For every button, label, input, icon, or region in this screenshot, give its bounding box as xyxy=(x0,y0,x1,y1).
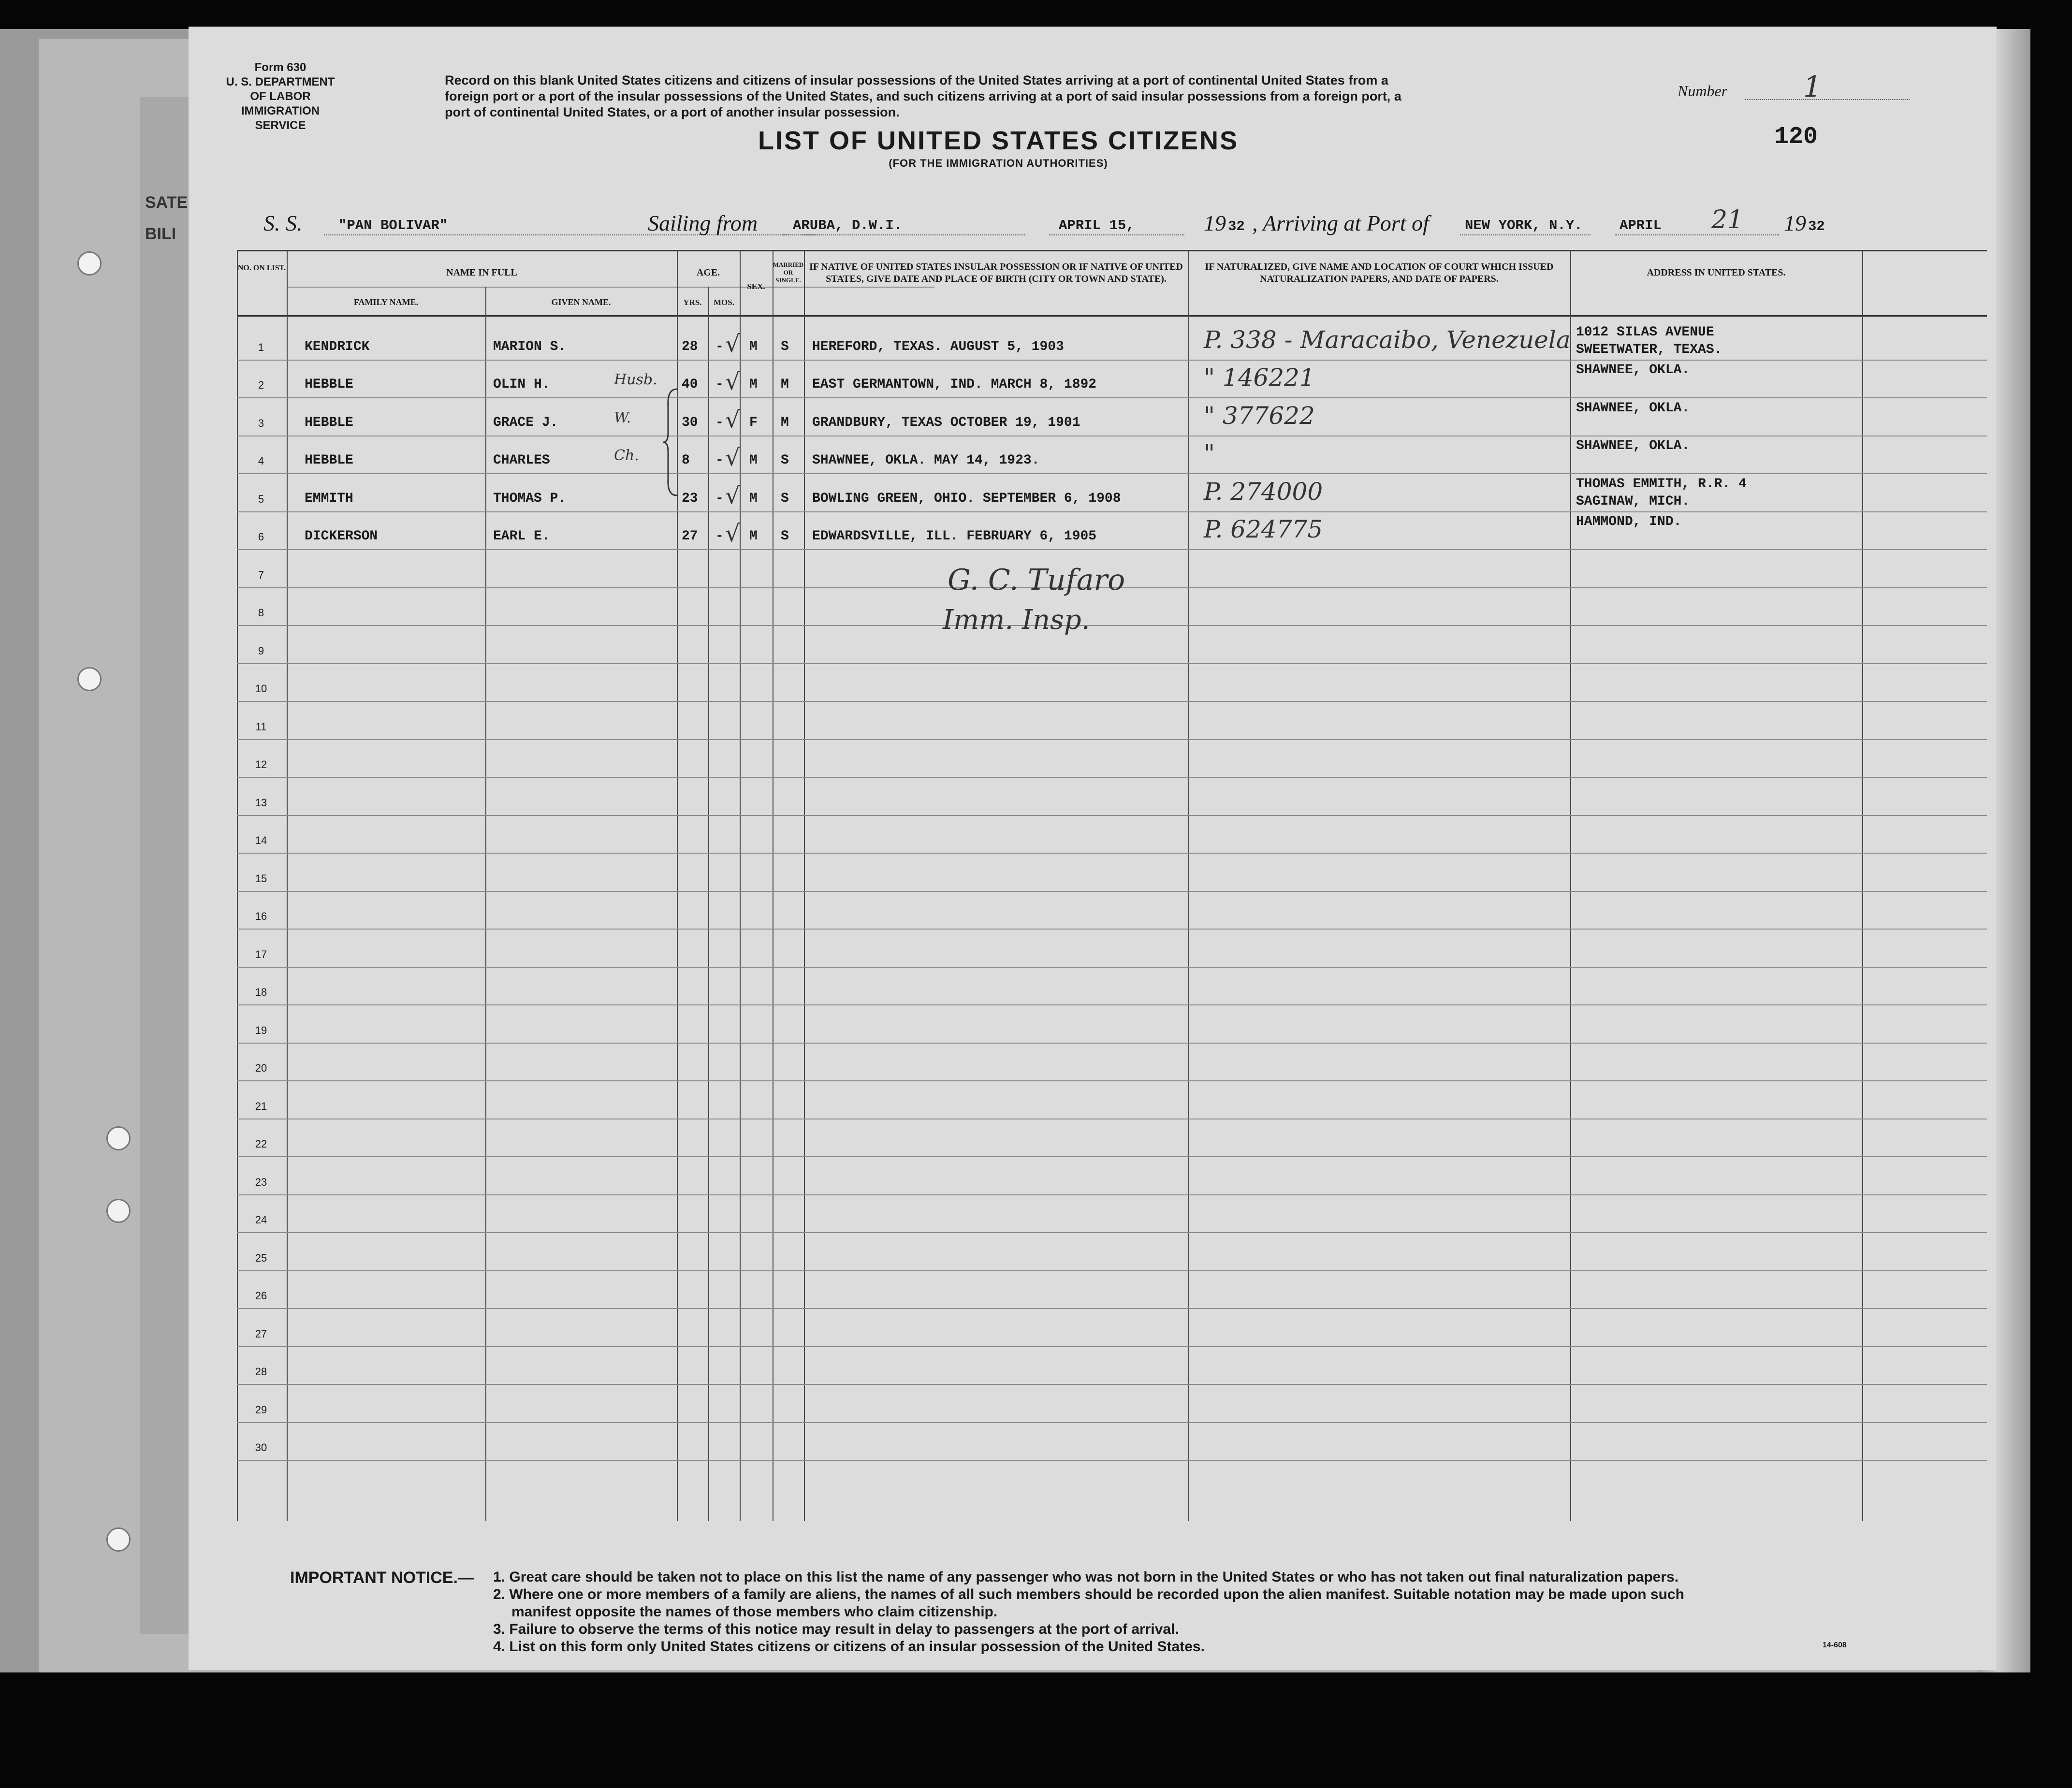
row-number: 1 xyxy=(258,341,264,353)
col-header-address: ADDRESS IN UNITED STATES. xyxy=(1647,267,1786,278)
sailing-year-prefix: 19 xyxy=(1204,211,1226,235)
address-cell: SAGINAW, MICH. xyxy=(1576,494,1690,509)
sailing-port: ARUBA, D.W.I. xyxy=(793,218,903,233)
check-mark-icon: √ xyxy=(725,330,740,358)
binder-hole xyxy=(106,1527,131,1552)
given-name-cell: CHARLES xyxy=(493,453,550,468)
row-number: 25 xyxy=(255,1251,267,1264)
row-number: 12 xyxy=(255,758,267,770)
age-months-cell: - xyxy=(715,453,724,468)
age-years-cell: 40 xyxy=(682,377,698,392)
row-number: 26 xyxy=(255,1290,267,1302)
check-mark-icon: √ xyxy=(725,482,740,509)
arriving-label: , Arriving at Port of xyxy=(1252,211,1429,235)
col-border xyxy=(237,250,238,1521)
col-border xyxy=(1570,250,1571,1521)
check-mark-icon: √ xyxy=(725,520,740,547)
col-header-mos: MOS. xyxy=(714,298,734,307)
sex-cell: M xyxy=(749,339,758,354)
row-number: 23 xyxy=(255,1176,267,1188)
row-line xyxy=(237,1080,1987,1081)
marital-status-cell: S xyxy=(781,529,789,544)
col-header-yrs: YRS. xyxy=(683,298,702,307)
col-header-name: NAME IN FULL xyxy=(446,267,517,278)
relation-note: W. xyxy=(614,409,631,426)
family-name-cell: EMMITH xyxy=(305,491,353,506)
row-line xyxy=(237,701,1987,702)
row-number: 29 xyxy=(255,1403,267,1416)
row-line xyxy=(237,1232,1987,1233)
address-cell: SWEETWATER, TEXAS. xyxy=(1576,342,1722,357)
row-number: 11 xyxy=(255,720,267,733)
col-header-birthplace: IF NATIVE OF UNITED STATES INSULAR POSSESSION OR IF NATIVE OF UNITED STATES, GIVE DATE AND PLACE OF BIRTH (CITY OR TOWN AND STATE). xyxy=(809,262,1183,284)
notice-title: IMPORTANT NOTICE.— xyxy=(290,1569,474,1587)
number-label: Number xyxy=(1678,82,1728,100)
form-number: Form 630 xyxy=(254,61,306,74)
sailing-port-line xyxy=(783,234,1025,235)
row-line xyxy=(237,1156,1987,1157)
col-border xyxy=(804,250,805,1521)
marital-status-cell: S xyxy=(781,339,789,354)
row-line xyxy=(237,1004,1987,1005)
record-line: port of continental United States, or a port of another insular possession. xyxy=(445,105,900,119)
arrival-port: NEW YORK, N.Y. xyxy=(1465,218,1583,233)
important-notice xyxy=(493,1569,1992,1656)
row-number: 10 xyxy=(255,683,267,695)
given-name-cell: OLIN H. xyxy=(493,377,550,392)
col-header-no: NO. ON LIST. xyxy=(237,264,286,272)
page-stamp: 120 xyxy=(1774,123,1818,151)
col-border xyxy=(740,250,741,1521)
sailing-label: Sailing from xyxy=(648,211,758,235)
col-header-naturalized: IF NATURALIZED, GIVE NAME AND LOCATION OF COURT WHICH ISSUED NATURALIZATION PAPERS, AND DATE OF PAPERS. xyxy=(1205,262,1554,284)
row-number: 13 xyxy=(255,796,267,809)
check-mark-icon: √ xyxy=(725,444,740,471)
row-line xyxy=(237,853,1987,854)
birthplace-cell: GRANDBURY, TEXAS OCTOBER 19, 1901 xyxy=(812,415,1080,430)
form-code: 14-608 xyxy=(1823,1641,1847,1649)
family-name-cell: HEBBLE xyxy=(305,415,353,430)
arrival-year: 32 xyxy=(1808,218,1825,234)
row-number: 9 xyxy=(258,644,264,657)
inspector-title: Imm. Insp. xyxy=(943,604,1090,636)
row-line xyxy=(237,891,1987,892)
birthplace-cell: SHAWNEE, OKLA. MAY 14, 1923. xyxy=(812,453,1040,468)
record-instructions xyxy=(445,73,1827,120)
naturalization-cell: " xyxy=(1204,439,1215,467)
birthplace-cell: HEREFORD, TEXAS. AUGUST 5, 1903 xyxy=(812,339,1064,354)
marital-status-cell: M xyxy=(781,377,789,392)
header-subdivider xyxy=(287,287,934,288)
family-name-cell: KENDRICK xyxy=(305,339,370,354)
record-line: Record on this blank United States citizens and citizens of insular possessions of the United States arriving at a port of continental United States from a xyxy=(445,73,1388,87)
row-number: 4 xyxy=(258,455,264,467)
row-line xyxy=(237,777,1987,778)
arrival-day: 21 xyxy=(1711,205,1744,234)
department-name: U. S. DEPARTMENT OF LABOR xyxy=(226,75,335,103)
given-name-cell: MARION S. xyxy=(493,339,567,354)
row-line xyxy=(237,360,1987,361)
row-line xyxy=(237,1308,1987,1309)
birthplace-cell: BOWLING GREEN, OHIO. SEPTEMBER 6, 1908 xyxy=(812,491,1121,506)
address-cell: 1012 SILAS AVENUE xyxy=(1576,324,1714,340)
row-line xyxy=(237,929,1987,930)
binder-hole xyxy=(106,1199,131,1223)
given-name-cell: THOMAS P. xyxy=(493,491,567,506)
row-line xyxy=(237,663,1987,664)
birthplace-cell: EAST GERMANTOWN, IND. MARCH 8, 1892 xyxy=(812,377,1097,392)
col-header-sex: SEX. xyxy=(747,282,765,291)
row-line xyxy=(237,1270,1987,1271)
row-line xyxy=(237,967,1987,968)
family-bracket xyxy=(662,387,682,498)
row-line xyxy=(237,739,1987,740)
header-bottom-border xyxy=(237,315,1987,317)
relation-note: Husb. xyxy=(614,371,657,388)
row-number: 24 xyxy=(255,1214,267,1226)
row-line xyxy=(237,397,1987,398)
arrival-date-line xyxy=(1615,234,1779,235)
col-border xyxy=(1188,250,1189,1521)
row-number: 21 xyxy=(255,1100,267,1112)
row-number: 18 xyxy=(255,986,267,998)
col-border xyxy=(485,287,486,1521)
check-mark-icon: √ xyxy=(725,406,740,434)
left-edge-label: SATE xyxy=(145,193,188,212)
row-number: 2 xyxy=(258,379,264,391)
notice-item: 2. Where one or more members of a family are aliens, the names of all such members should be recorded upon the alien manifest. Suitable notation may be made upon such xyxy=(493,1586,1684,1602)
row-number: 5 xyxy=(258,493,264,505)
check-mark-icon: √ xyxy=(725,368,740,395)
row-number: 28 xyxy=(255,1366,267,1378)
sex-cell: M xyxy=(749,453,758,468)
naturalization-cell: " 146221 xyxy=(1204,363,1315,392)
age-months-cell: - xyxy=(715,491,724,506)
family-name-cell: HEBBLE xyxy=(305,453,353,468)
naturalization-cell: P. 624775 xyxy=(1204,515,1323,543)
sex-cell: M xyxy=(749,491,758,506)
row-number: 22 xyxy=(255,1138,267,1150)
age-years-cell: 30 xyxy=(682,415,698,430)
age-years-cell: 28 xyxy=(682,339,698,354)
col-border xyxy=(708,287,709,1521)
marital-status-cell: M xyxy=(781,415,789,430)
given-name-cell: GRACE J. xyxy=(493,415,558,430)
sex-cell: M xyxy=(749,377,758,392)
address-cell: SHAWNEE, OKLA. xyxy=(1576,438,1690,453)
row-number: 8 xyxy=(258,607,264,619)
col-border xyxy=(1862,250,1863,1521)
row-number: 17 xyxy=(255,948,267,960)
sailing-date-line xyxy=(1049,234,1184,235)
address-cell: SHAWNEE, OKLA. xyxy=(1576,400,1690,416)
row-line xyxy=(237,815,1987,816)
row-line xyxy=(237,1346,1987,1347)
row-number: 6 xyxy=(258,531,264,543)
inspector-signature: G. C. Tufaro xyxy=(948,563,1125,597)
age-months-cell: - xyxy=(715,529,724,544)
notice-item: manifest opposite the names of those members who claim citizenship. xyxy=(511,1604,998,1620)
manifest-sheet xyxy=(189,27,1997,1670)
notice-item: 1. Great care should be taken not to place on this list the name of any passenger who was not born in the United States or who has not taken out final naturalization papers. xyxy=(493,1569,1679,1585)
family-name-cell: DICKERSON xyxy=(305,529,378,544)
row-line xyxy=(237,1384,1987,1385)
birthplace-cell: EDWARDSVILLE, ILL. FEBRUARY 6, 1905 xyxy=(812,529,1097,544)
naturalization-cell: P. 338 - Maracaibo, Venezuela xyxy=(1204,325,1571,354)
record-line: foreign port or a port of the insular possessions of the United States, and such citizens arriving at a port of said insular possessions from a foreign port, a xyxy=(445,89,1401,103)
row-number: 15 xyxy=(255,872,267,885)
service-name: IMMIGRATION SERVICE xyxy=(241,104,320,132)
age-years-cell: 23 xyxy=(682,491,698,506)
row-number: 30 xyxy=(255,1441,267,1454)
row-number: 19 xyxy=(255,1024,267,1036)
col-header-married: MARRIED OR SINGLE. xyxy=(773,261,804,284)
row-line xyxy=(237,1194,1987,1195)
arrival-year-prefix: 19 xyxy=(1784,211,1806,235)
binder-hole xyxy=(77,667,102,691)
number-value: 1 xyxy=(1803,70,1822,104)
marital-status-cell: S xyxy=(781,491,789,506)
row-line xyxy=(237,1460,1987,1461)
page-subtitle: (FOR THE IMMIGRATION AUTHORITIES) xyxy=(889,157,1108,169)
col-header-age: AGE. xyxy=(696,267,720,278)
arrival-port-line xyxy=(1460,234,1590,235)
age-months-cell: - xyxy=(715,339,724,354)
row-number: 3 xyxy=(258,417,264,429)
ss-label: S. S. xyxy=(263,211,303,235)
address-cell: THOMAS EMMITH, R.R. 4 xyxy=(1576,476,1747,492)
form-id-block xyxy=(218,60,343,133)
row-line xyxy=(237,625,1987,626)
notice-item: 4. List on this form only United States citizens or citizens of an insular possession of the United States. xyxy=(493,1639,1205,1655)
age-years-cell: 8 xyxy=(682,453,690,468)
family-name-cell: HEBBLE xyxy=(305,377,353,392)
col-header-given: GIVEN NAME. xyxy=(551,297,611,307)
age-years-cell: 27 xyxy=(682,529,698,544)
given-name-cell: EARL E. xyxy=(493,529,550,544)
address-cell: SHAWNEE, OKLA. xyxy=(1576,363,1690,378)
page-title: LIST OF UNITED STATES CITIZENS xyxy=(758,126,1239,155)
col-header-family: FAMILY NAME. xyxy=(353,297,419,307)
age-months-cell: - xyxy=(715,377,724,392)
row-number: 16 xyxy=(255,910,267,922)
address-cell: HAMMOND, IND. xyxy=(1576,514,1682,529)
row-number: 14 xyxy=(255,834,267,846)
row-line xyxy=(237,1043,1987,1044)
naturalization-cell: " 377622 xyxy=(1204,401,1315,430)
sex-cell: M xyxy=(749,529,758,544)
number-line xyxy=(1745,99,1910,100)
row-number: 7 xyxy=(258,568,264,581)
sailing-date: APRIL 15, xyxy=(1059,218,1135,233)
binder-hole xyxy=(77,251,102,276)
row-number: 20 xyxy=(255,1062,267,1074)
left-edge-label: BILI xyxy=(145,225,176,243)
arrival-month: APRIL xyxy=(1620,218,1662,233)
col-border xyxy=(287,250,288,1521)
row-line xyxy=(237,473,1987,474)
sex-cell: F xyxy=(749,415,758,430)
naturalization-cell: P. 274000 xyxy=(1204,477,1323,506)
sailing-year: 32 xyxy=(1228,218,1245,234)
binder-hole xyxy=(106,1126,131,1150)
ship-name: "PAN BOLIVAR" xyxy=(338,218,448,233)
relation-note: Ch. xyxy=(614,447,639,464)
marital-status-cell: S xyxy=(781,453,789,468)
row-line xyxy=(237,511,1987,512)
row-line xyxy=(237,1422,1987,1423)
age-months-cell: - xyxy=(715,415,724,430)
table-top-border xyxy=(237,250,1987,251)
row-line xyxy=(237,549,1987,550)
row-number: 27 xyxy=(255,1327,267,1340)
notice-item: 3. Failure to observe the terms of this notice may result in delay to passengers at the port of arrival. xyxy=(493,1621,1179,1637)
